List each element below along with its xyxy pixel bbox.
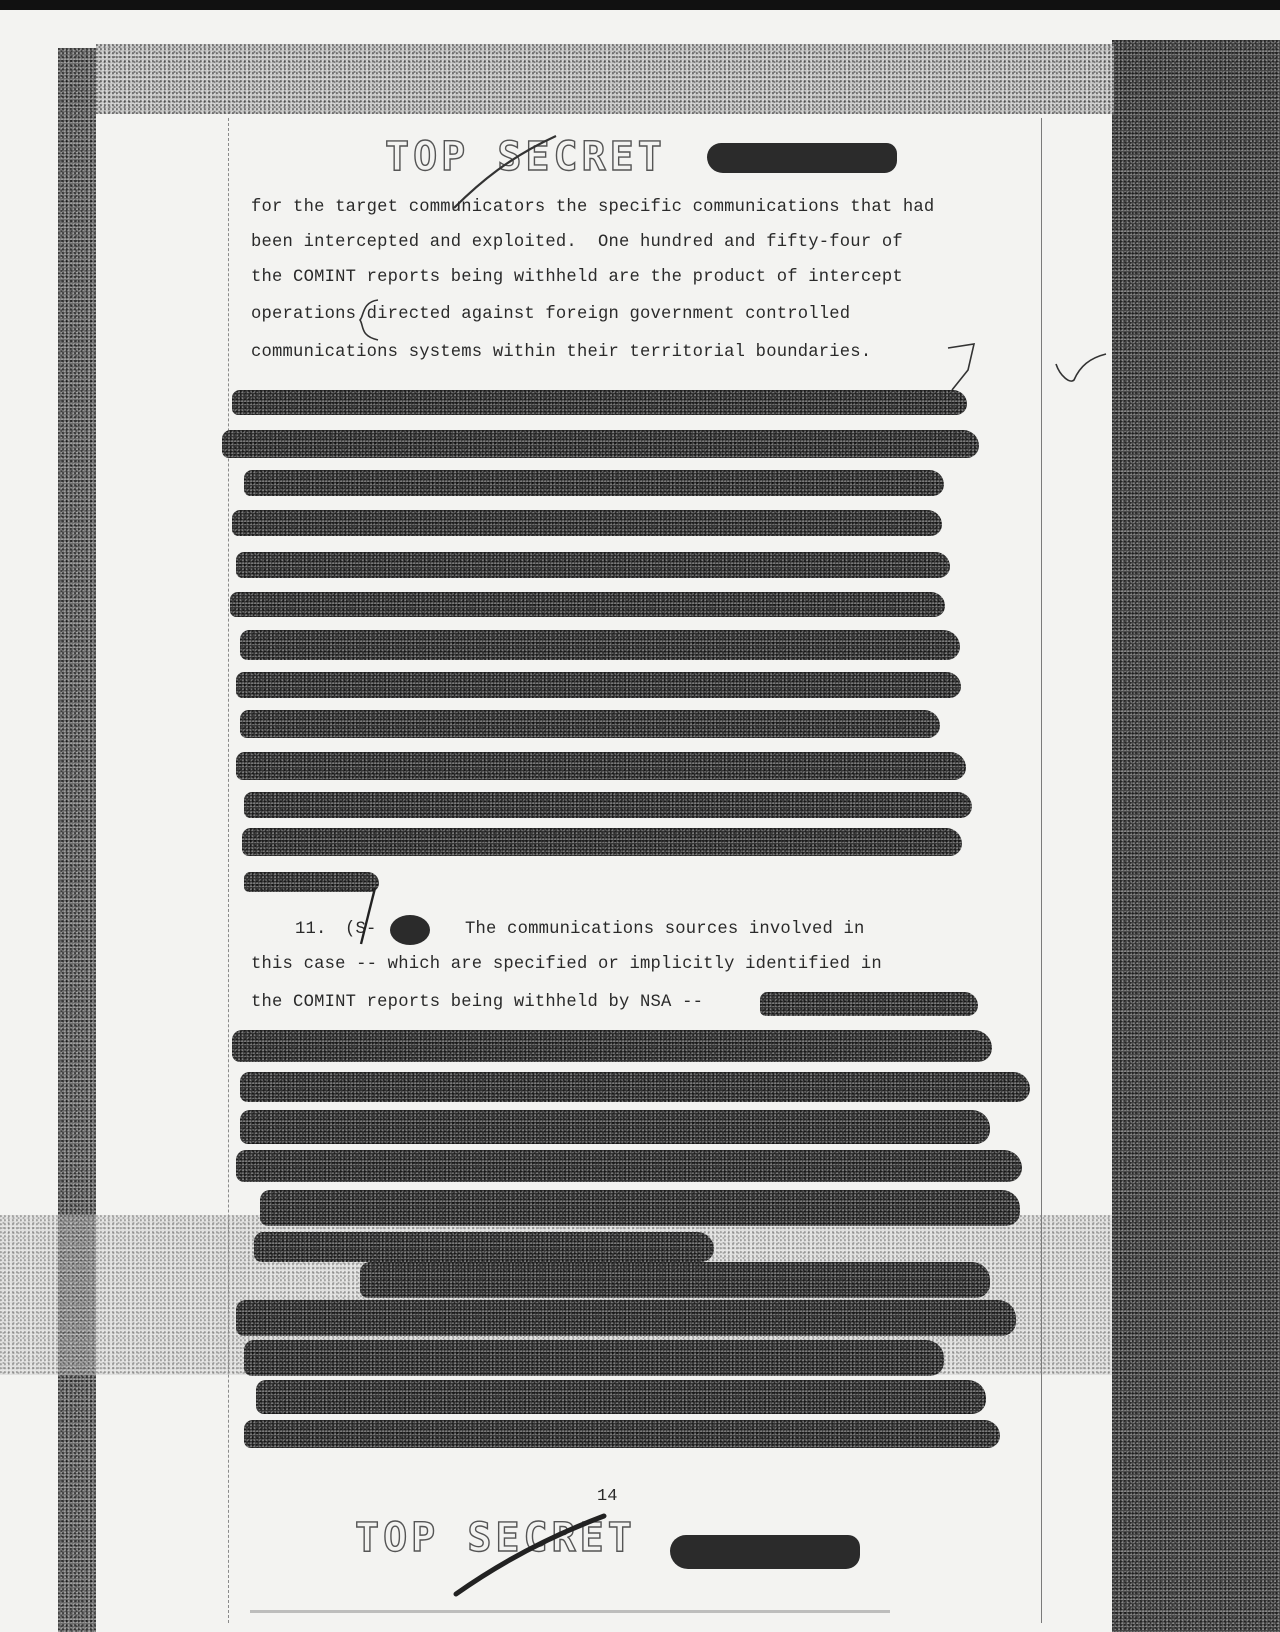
paragraph-11-line-1: The communications sources involved in	[465, 920, 865, 939]
redaction-bar	[256, 1380, 986, 1414]
page-number: 14	[597, 1487, 618, 1506]
redaction-header-bottom	[670, 1535, 860, 1569]
marking-redaction	[390, 915, 430, 945]
redaction-bar	[244, 1420, 1000, 1448]
redaction-bar	[244, 470, 944, 496]
redaction-bar	[236, 752, 966, 780]
redaction-bar	[260, 1190, 1020, 1226]
redaction-bar	[232, 390, 967, 415]
scan-header-noise	[96, 44, 1114, 114]
body-line-3: the COMINT reports being withheld are the product of intercept	[251, 268, 903, 287]
margin-check-mark	[1050, 340, 1110, 400]
strike-mark-bottom	[450, 1510, 610, 1600]
paragraph-11-line-3: the COMINT reports being withheld by NSA --	[251, 993, 704, 1012]
redaction-bar	[236, 1300, 1016, 1336]
redaction-bar	[236, 552, 950, 578]
redaction-bar	[360, 1262, 990, 1298]
redaction-bar	[232, 1030, 992, 1062]
paragraph-marking: (S-	[345, 920, 377, 939]
scan-top-edge	[0, 0, 1280, 10]
redaction-bar	[242, 828, 962, 856]
body-line-1: for the target communicators the specific communications that had	[251, 198, 935, 217]
redaction-bar	[240, 710, 940, 738]
scan-footer-line	[250, 1610, 890, 1613]
redaction-bar	[760, 992, 978, 1016]
redaction-bar	[230, 592, 945, 617]
redaction-bar	[244, 792, 972, 818]
redaction-bar	[240, 630, 960, 660]
classification-stamp-bottom: TOP SECRET	[355, 1515, 636, 1561]
redaction-bar	[240, 1110, 990, 1144]
paragraph-11-line-2: this case -- which are specified or implicitly identified in	[251, 955, 882, 974]
redaction-bar	[232, 510, 942, 536]
redaction-header-top	[707, 143, 897, 173]
scan-right-shadow	[1112, 40, 1280, 1632]
scan-left-shadow	[58, 48, 96, 1632]
paragraph-number: 11.	[295, 920, 327, 939]
redaction-bar	[254, 1232, 714, 1262]
bracket-mark-left	[348, 296, 388, 346]
classification-stamp-top: TOP SECRET	[385, 134, 666, 180]
redaction-bar	[244, 1340, 944, 1376]
redaction-bar	[240, 1072, 1030, 1102]
body-line-2: been intercepted and exploited. One hundred and fifty-four of	[251, 233, 903, 252]
body-line-4: operations directed against foreign government controlled	[251, 305, 851, 324]
redaction-bar	[236, 672, 961, 698]
redaction-bar	[222, 430, 979, 458]
redaction-bar	[236, 1150, 1022, 1182]
marking-slash	[355, 884, 379, 948]
body-line-5: communications systems within their territorial boundaries.	[251, 343, 872, 362]
